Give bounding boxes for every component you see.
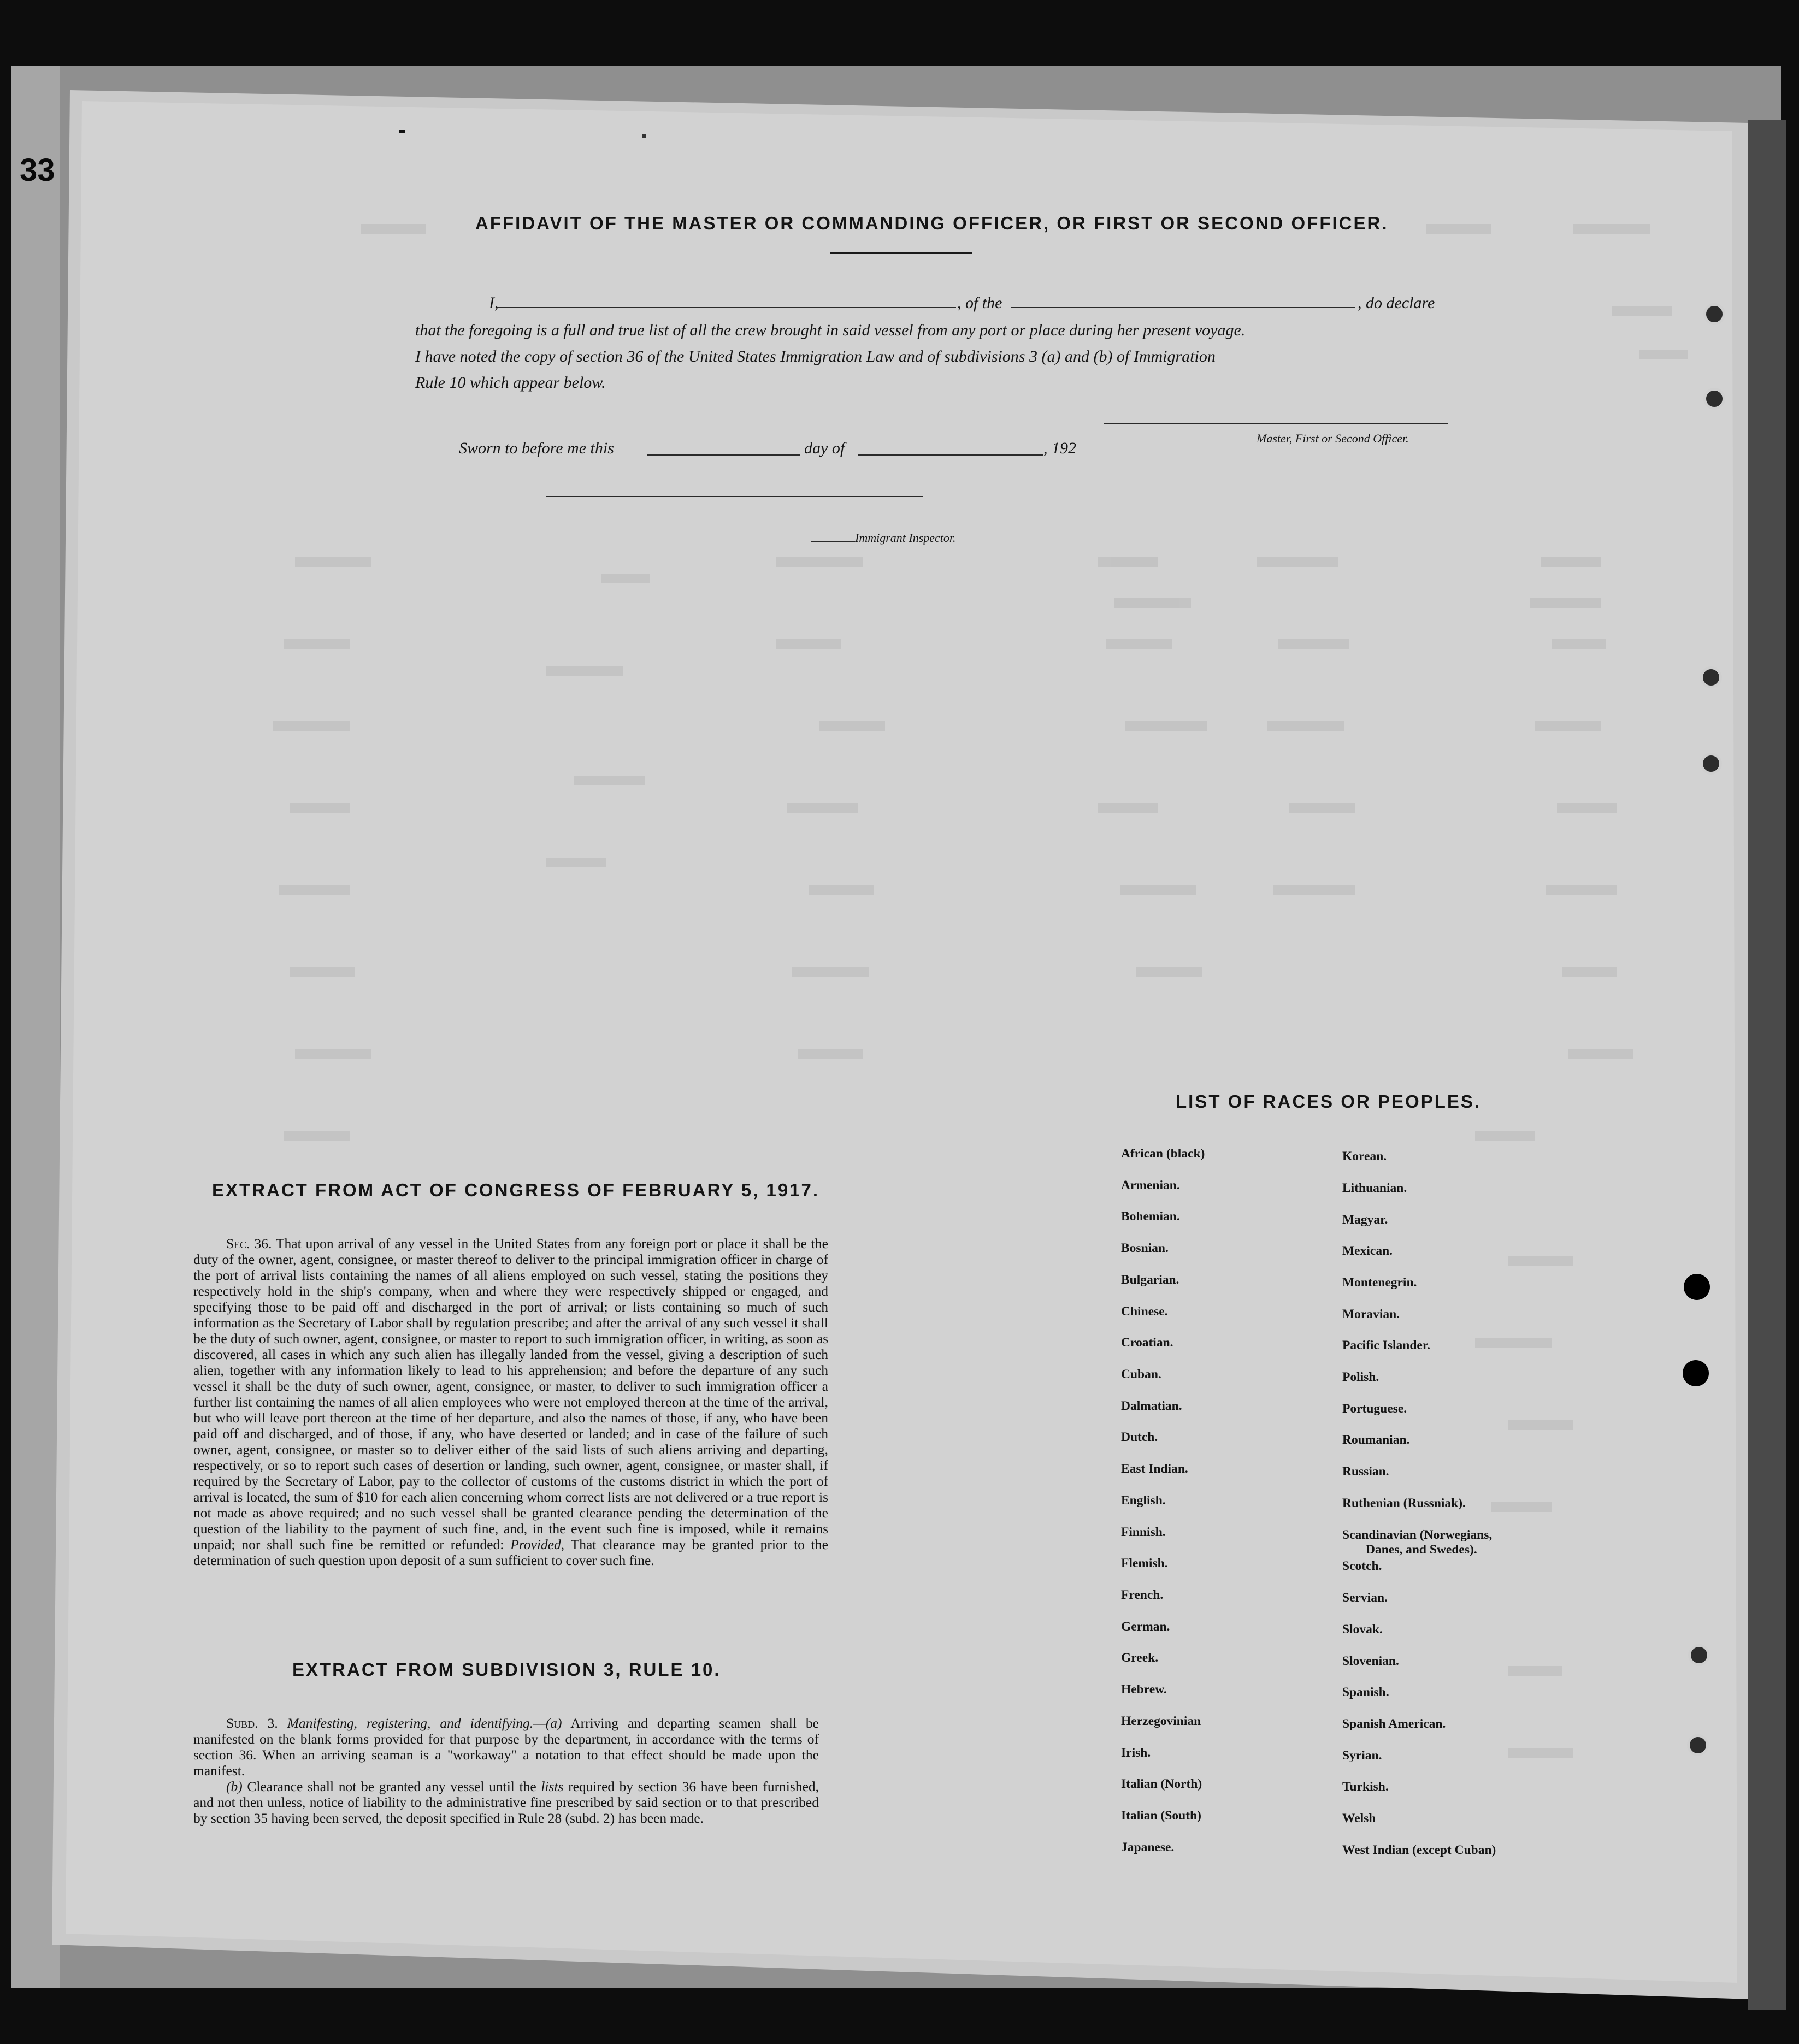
subd-heading: Manifesting, registering, and identifying.: [287, 1715, 534, 1731]
extract-sub-body: [193, 1715, 819, 1826]
race-item: Welsh: [1342, 1811, 1376, 1826]
race-item: Dalmatian.: [1121, 1399, 1182, 1413]
page-number-stamp: 33: [20, 152, 55, 188]
race-item: Pacific Islander.: [1342, 1338, 1431, 1352]
race-item: Chinese.: [1121, 1304, 1168, 1319]
of-the-label: , of the: [957, 294, 1002, 312]
binding-hole: [1700, 666, 1722, 688]
binding-hole: [1703, 388, 1725, 410]
subd-label: Subd. 3.: [226, 1715, 278, 1731]
race-item: Dutch.: [1121, 1430, 1158, 1444]
affidavit-declaration-line-4: Rule 10 which appear below.: [415, 374, 606, 392]
race-item: Italian (North): [1121, 1777, 1202, 1791]
race-item: Scotch.: [1342, 1559, 1382, 1573]
inspector-short-blank[interactable]: [811, 541, 855, 542]
race-item: Japanese.: [1121, 1840, 1175, 1854]
inspector-signature-blank[interactable]: [546, 496, 923, 497]
year-label: , 192: [1043, 439, 1076, 457]
i-label: I,: [489, 294, 499, 312]
affidavit-declaration-line-1: [489, 294, 499, 312]
binding-hole: [1703, 303, 1725, 325]
race-item: Croatian.: [1121, 1336, 1173, 1350]
race-item: Spanish.: [1342, 1685, 1389, 1699]
subd-b-lists: lists: [541, 1779, 564, 1794]
race-item: Ruthenian (Russniak).: [1342, 1496, 1466, 1510]
race-item: English.: [1121, 1493, 1166, 1508]
sworn-day-blank[interactable]: [647, 454, 800, 456]
race-item: West Indian (except Cuban): [1342, 1843, 1496, 1857]
race-item: Spanish American.: [1342, 1717, 1446, 1731]
race-item: Scandinavian (Norwegians,: [1342, 1528, 1493, 1542]
sworn-month-blank[interactable]: [858, 454, 1043, 456]
race-item: French.: [1121, 1588, 1164, 1602]
race-item: Danes, and Swedes).: [1366, 1543, 1477, 1557]
race-item: Roumanian.: [1342, 1433, 1410, 1447]
races-title: LIST OF RACES OR PEOPLES.: [1176, 1091, 1482, 1112]
subd-b-label: (b): [226, 1779, 243, 1794]
race-item: Bulgarian.: [1121, 1273, 1179, 1287]
signature-caption: Master, First or Second Officer.: [1257, 432, 1409, 445]
race-item: Flemish.: [1121, 1556, 1168, 1570]
subd-b-text-1: Clearance shall not be granted any vessel until the: [247, 1779, 536, 1794]
race-item: Polish.: [1342, 1370, 1379, 1384]
sworn-prefix: Sworn to before me this: [459, 439, 614, 457]
sec-text-part1: That upon arrival of any vessel in the United States from any foreign port or place it shall be the duty of the owner, agent, consignee, or master thereof to deliver to the principal immigration officer in charge of the port of arrival lists containing the names of all aliens employed on such vessel, stating the positions they respectively hold in the ship's company, when and where they were respectively shipped or engaged, and specifying those to be paid off and discharged in the port of arrival; or lists containing so much of such information as the Secretary of Labor shall by regulation prescribe; and after the arrival of any such vessel it shall be the duty of such owner, agent, consignee, or master to report to such immigration officer, in writing, as soon as discovered, all cases in which any such alien has illegally landed from the vessel, giving a description of such alien, together with any information likely to lead to his apprehension; and before the departure of any such vessel it shall be the duty of such owner, agent, consignee, or master, to deliver to such immigration officer a further list containing the names of all alien employees who were not employed thereon at the time of the arrival, but who will leave port thereon at the time of her departure, and also the names of those, if any, who have been paid off and discharged, and of those, if any, who have deserted or landed; and in case of the failure of such owner, agent, consignee, or master so to deliver either of the said lists of such aliens arriving and departing, respectively, or so to report such cases of desertion or landing, such owner, agent, consignee, or master shall, if required by the Secretary of Labor, pay to the collector of customs of the customs district in which the port of arrival is located, the sum of $10 for each alien concerning whom correct lists are not delivered or a true report is not made as above required; and no such vessel shall be granted clearance pending the determination of the question of the liability to the payment of such fine, and, in the event such fine is imposed, while it remains unpaid; nor shall such fine be remitted or refunded:: [193, 1236, 828, 1552]
race-item: East Indian.: [1121, 1462, 1188, 1476]
race-item: Mexican.: [1342, 1244, 1393, 1258]
title-underline: [830, 252, 972, 254]
race-item: Slovak.: [1342, 1622, 1383, 1637]
sec-label: Sec. 36.: [226, 1236, 272, 1251]
binding-hole: [1684, 1274, 1710, 1300]
binding-hole: [1700, 753, 1722, 775]
master-name-blank[interactable]: [497, 307, 956, 308]
race-item: Moravian.: [1342, 1307, 1400, 1321]
race-item: Portuguese.: [1342, 1402, 1407, 1416]
race-item: Servian.: [1342, 1591, 1388, 1605]
extract-act-title: EXTRACT FROM ACT OF CONGRESS OF FEBRUARY 5, 1917.: [212, 1180, 820, 1200]
race-item: Turkish.: [1342, 1780, 1389, 1794]
race-item: Bohemian.: [1121, 1209, 1180, 1224]
race-item: Magyar.: [1342, 1213, 1388, 1227]
affidavit-title: AFFIDAVIT OF THE MASTER OR COMMANDING OFFICER, OR FIRST OR SECOND OFFICER.: [475, 213, 1389, 233]
affidavit-declaration-line-3: I have noted the copy of section 36 of the United States Immigration Law and of subdivisions 3 (a) and (b) of Immigration: [415, 347, 1216, 365]
subd-a-text: Arriving and departing seamen shall be manifested on the blank forms provided for that purpose by the department, in accordance with the terms of section 36. When an arriving seaman is a "workaway" a notation to that effect should be made upon the manifest.: [193, 1715, 819, 1779]
race-item: Irish.: [1121, 1746, 1151, 1760]
race-item: Montenegrin.: [1342, 1275, 1417, 1290]
race-item: Cuban.: [1121, 1367, 1161, 1381]
extract-act-body: [193, 1236, 828, 1568]
race-item: Korean.: [1342, 1149, 1387, 1163]
race-item: Herzegovinian: [1121, 1714, 1201, 1728]
extract-sub-title: EXTRACT FROM SUBDIVISION 3, RULE 10.: [292, 1659, 721, 1680]
inspector-caption: Immigrant Inspector.: [855, 531, 956, 545]
provided-label: Provided,: [510, 1537, 565, 1552]
vessel-name-blank[interactable]: [1011, 307, 1355, 308]
subd-a-label: —(a): [533, 1715, 562, 1731]
race-item: German.: [1121, 1620, 1170, 1634]
race-item: Syrian.: [1342, 1748, 1382, 1763]
subd-b-text-2: required by section 36 have been furnished, and not then unless, notice of liability to the administrative fine prescribed by said section or to that prescribed by section 35 having been served, the deposit specified in Rule 28 (subd. 2) has been made.: [193, 1779, 819, 1826]
binding-hole: [1683, 1360, 1709, 1386]
race-item: Italian (South): [1121, 1809, 1201, 1823]
race-item: Greek.: [1121, 1651, 1159, 1665]
race-item: Hebrew.: [1121, 1682, 1167, 1697]
race-item: Lithuanian.: [1342, 1181, 1407, 1195]
day-of-label: day of: [804, 439, 845, 457]
race-item: Slovenian.: [1342, 1654, 1399, 1668]
race-item: African (black): [1121, 1147, 1205, 1161]
race-item: Finnish.: [1121, 1525, 1166, 1539]
do-declare-label: , do declare: [1358, 294, 1435, 312]
binding-hole: [1688, 1644, 1710, 1666]
affidavit-declaration-line-2: that the foregoing is a full and true list of all the crew brought in said vessel from any port or place during her present voyage.: [415, 321, 1246, 339]
race-item: Bosnian.: [1121, 1241, 1169, 1255]
binding-hole: [1687, 1734, 1709, 1756]
signature-blank[interactable]: [1104, 423, 1448, 424]
race-item: Russian.: [1342, 1464, 1389, 1479]
sec-text-part2: That clearance may be granted prior to the determination of such question upon deposit of a sum sufficient to cover such fine.: [193, 1537, 829, 1568]
race-item: Armenian.: [1121, 1178, 1180, 1192]
